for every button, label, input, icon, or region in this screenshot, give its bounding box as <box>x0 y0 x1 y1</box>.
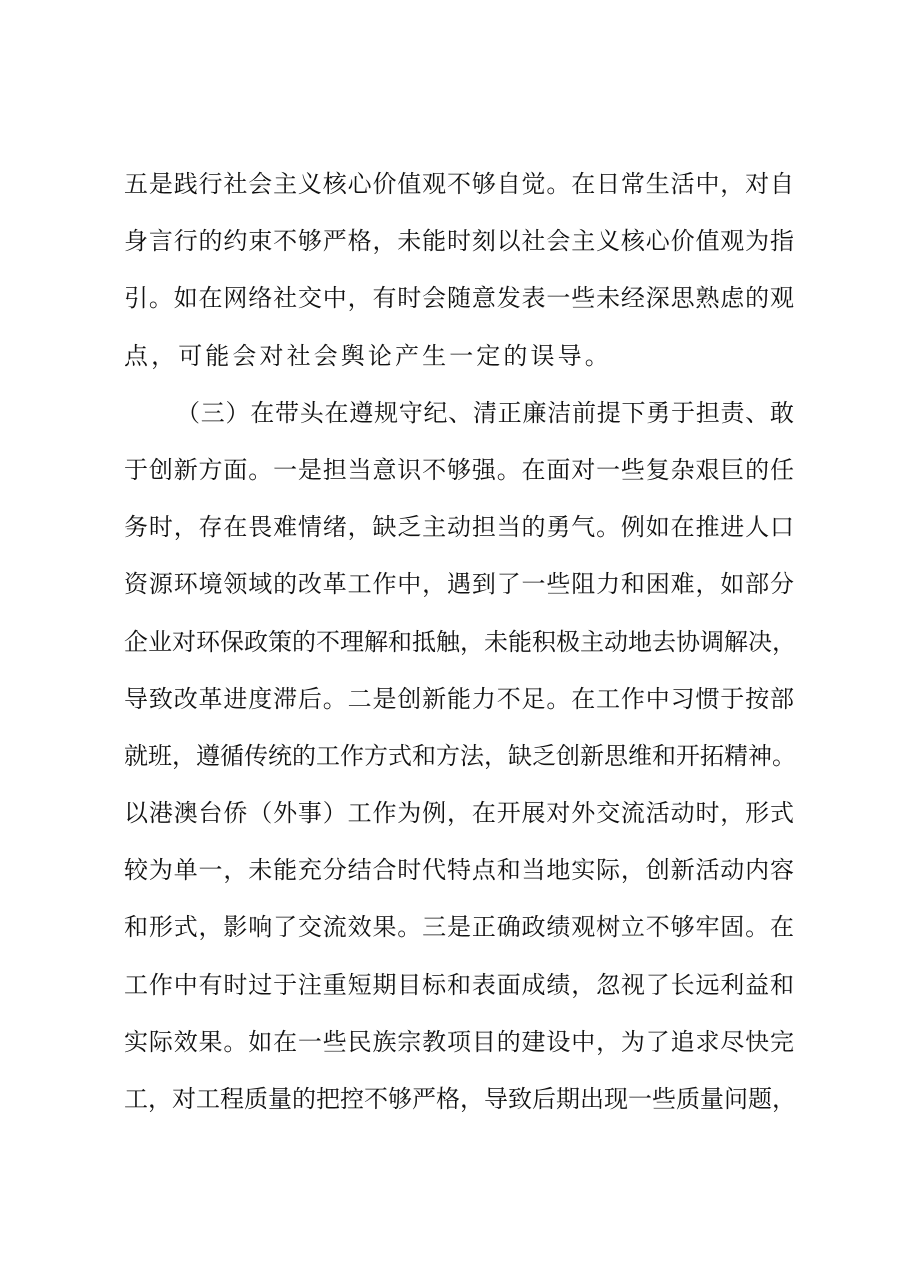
text-line: 企业对环保政策的不理解和抵触，未能积极主动地去协调解决， <box>124 627 796 656</box>
section-heading-line: （三）在带头在遵规守纪、清正廉洁前提下勇于担责、敢 <box>176 398 794 427</box>
text-line: 就班，遵循传统的工作方式和方法，缺乏创新思维和开拓精神。 <box>124 741 796 770</box>
text-line: 实际效果。如在一些民族宗教项目的建设中，为了追求尽快完 <box>124 1027 794 1056</box>
body-text <box>124 164 794 1136</box>
text-line: 较为单一，未能充分结合时代特点和当地实际，创新活动内容 <box>124 856 794 885</box>
text-line: 和形式，影响了交流效果。三是正确政绩观树立不够牢固。在 <box>124 913 794 942</box>
text-line: 身言行的约束不够严格，未能时刻以社会主义核心价值观为指 <box>124 227 794 256</box>
text-line: 导致改革进度滞后。二是创新能力不足。在工作中习惯于按部 <box>124 684 794 713</box>
text-line: 以港澳台侨（外事）工作为例，在开展对外交流活动时，形式 <box>124 799 794 828</box>
text-line: 务时，存在畏难情绪，缺乏主动担当的勇气。例如在推进人口 <box>124 513 794 542</box>
text-line: 资源环境领域的改革工作中，遇到了一些阻力和困难，如部分 <box>124 570 794 599</box>
text-line: 工，对工程质量的把控不够严格，导致后期出现一些质量问题， <box>124 1085 796 1113</box>
text-line: 工作中有时过于注重短期目标和表面成绩，忽视了长远利益和 <box>124 970 794 999</box>
text-line: 引。如在网络社交中，有时会随意发表一些未经深思熟虑的观 <box>124 284 794 313</box>
text-line: 五是践行社会主义核心价值观不够自觉。在日常生活中，对自 <box>124 170 794 198</box>
text-line: 点，可能会对社会舆论产生一定的误导。 <box>124 341 612 370</box>
text-line: 于创新方面。一是担当意识不够强。在面对一些复杂艰巨的任 <box>124 455 794 484</box>
